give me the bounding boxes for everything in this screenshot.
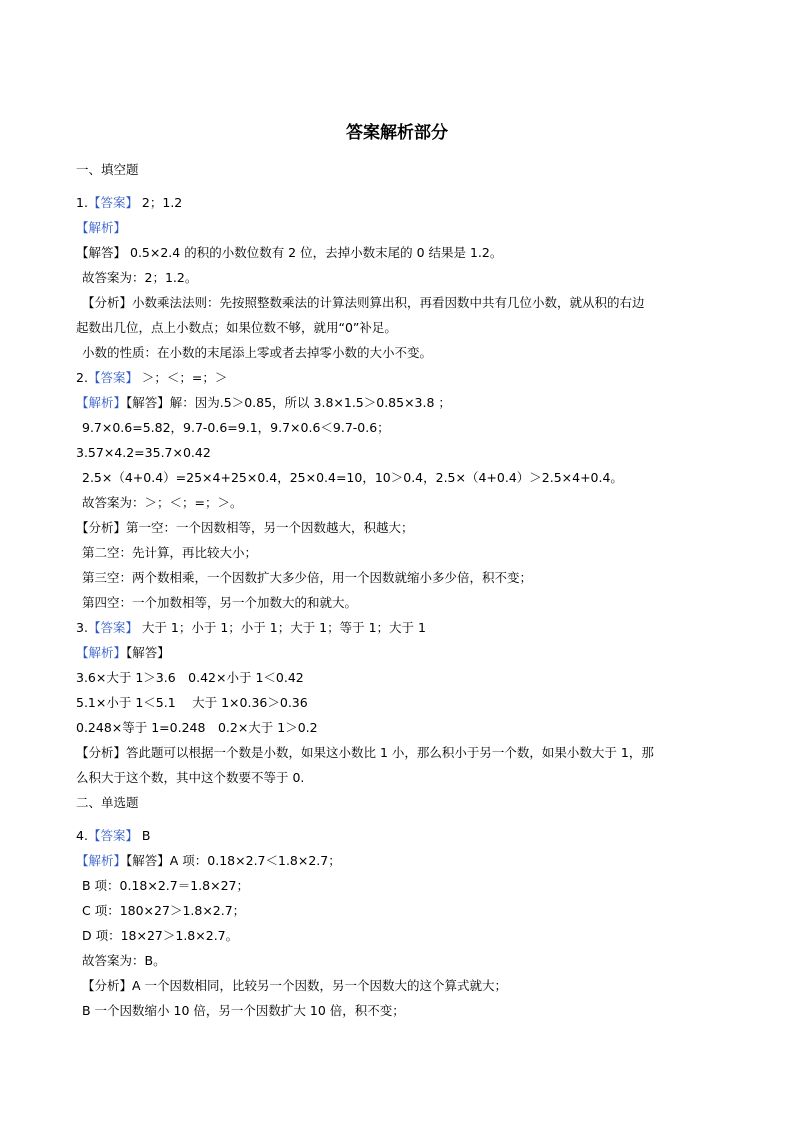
q3-analysis-line-2: 么积大于这个数，其中这个数要不等于 0. [76,770,305,785]
q4-solution-line [76,851,341,871]
q3-answer: 大于 1；小于 1；小于 1；大于 1；等于 1；大于 1 [137,620,426,635]
q2-solution-tag: 【解答】 [126,395,170,410]
q4-fenxi-tag: 【分析】 [82,978,133,993]
q2-analysis-line-2: 第二空：先计算，再比较大小； [82,545,258,560]
section-heading-fill-blank: 一、填空题 [76,162,139,177]
q4-answer-line [76,826,151,846]
q3-solution-line [76,643,170,663]
q4-answer-tag: 【答案】 [87,828,138,843]
q4-line-3: D 项：18×27＞1.8×2.7。 [82,928,239,943]
q1-answer-tag: 【答案】 [87,195,138,210]
q3-line-3: 0.248×等于 1=0.248 0.2×大于 1＞0.2 [76,720,318,735]
q4-answer: B [137,828,151,843]
q2-line-2: 3.57×4.2=35.7×0.42 [76,445,211,460]
q2-line-3: 2.5×（4+0.4）=25×4+25×0.4，25×0.4=10，10＞0.4，2.5×（4+0.4）＞2.5×4+0.4。 [82,470,623,485]
q4-line-2: C 项：180×27＞1.8×2.7； [82,903,246,918]
q3-line-1: 3.6×大于 1＞3.6 0.42×小于 1＜0.42 [76,670,304,685]
q4-analysis-tag: 【解析】 [76,853,127,868]
q1-analysis-line-2: 起数出几位，点上小数点；如果位数不够，就用“0”补足。 [76,320,397,335]
q3-fenxi-tag: 【分析】 [76,745,127,760]
page-title: 答案解析部分 [346,123,448,143]
q2-final-answer: 故答案为：＞；＜；=；＞。 [82,495,243,510]
q2-number: 2. [76,370,88,385]
section-heading-single-choice: 二、单选题 [76,795,139,810]
q3-fenxi-1: 答此题可以根据一个数是小数，如果这小数比 1 小，那么积小于另一个数，如果小数大于 1，那 [126,745,654,760]
q2-analysis-line-1 [76,518,414,538]
q3-solution-tag: 【解答】 [126,645,170,660]
q3-number: 3. [76,620,88,635]
q2-solution: 解：因为.5＞0.85，所以 3.8×1.5＞0.85×3.8 ； [169,395,451,410]
q3-analysis-line-1 [76,743,654,763]
q3-answer-line [76,618,426,638]
q4-analysis-line-1 [82,976,507,996]
q2-solution-line [76,393,451,413]
q1-analysis-line-3: 小数的性质：在小数的末尾添上零或者去掉零小数的大小不变。 [82,345,433,360]
q1-fenxi-1: 小数乘法法则：先按照整数乘法的计算法则算出积，再看因数中共有几位小数，就从积的右边 [132,295,645,310]
q1-analysis-tag: 【解析】 [76,220,127,235]
q4-number: 4. [76,828,88,843]
q1-answer-line [76,193,182,213]
q3-line-2: 5.1×小于 1＜5.1 大于 1×0.36＞0.36 [76,695,308,710]
q1-final-answer: 故答案为：2；1.2。 [82,270,198,285]
q2-fenxi-1: 第一空：一个因数相等，另一个因数越大，积越大； [126,520,414,535]
q4-solution: A 项：0.18×2.7＜1.8×2.7； [169,853,341,868]
q1-number: 1. [76,195,88,210]
q4-final-answer: 故答案为：B。 [82,953,166,968]
q4-line-1: B 项：0.18×2.7＝1.8×27； [82,878,249,893]
q2-fenxi-tag: 【分析】 [76,520,127,535]
q2-answer-tag: 【答案】 [87,370,138,385]
q2-answer: ＞；＜；=；＞ [137,370,228,385]
q1-solution-tag: 【解答】 [76,245,127,260]
q4-analysis-line-2: B 一个因数缩小 10 倍，另一个因数扩大 10 倍，积不变； [82,1003,405,1018]
q4-solution-tag: 【解答】 [126,853,170,868]
q3-analysis-tag: 【解析】 [76,645,127,660]
q1-fenxi-tag: 【分析】 [82,295,133,310]
q3-answer-tag: 【答案】 [87,620,138,635]
q1-solution: 0.5×2.4 的积的小数位数有 2 位，去掉小数末尾的 0 结果是 1.2。 [126,245,503,260]
q1-answer: 2；1.2 [137,195,183,210]
q1-solution-line [76,243,502,263]
q2-analysis-line-3: 第三空：两个数相乘，一个因数扩大多少倍，用一个因数就缩小多少倍，积不变； [82,570,533,585]
q2-answer-line [76,368,227,388]
q4-fenxi-1: A 一个因数相同，比较另一个因数，另一个因数大的这个算式就大； [132,978,508,993]
q2-analysis-line-4: 第四空：一个加数相等，另一个加数大的和就大。 [82,595,358,610]
q1-analysis-line-1 [82,293,645,313]
q2-analysis-tag: 【解析】 [76,395,127,410]
q2-line-1: 9.7×0.6=5.82，9.7-0.6=9.1，9.7×0.6＜9.7-0.6； [82,420,390,435]
